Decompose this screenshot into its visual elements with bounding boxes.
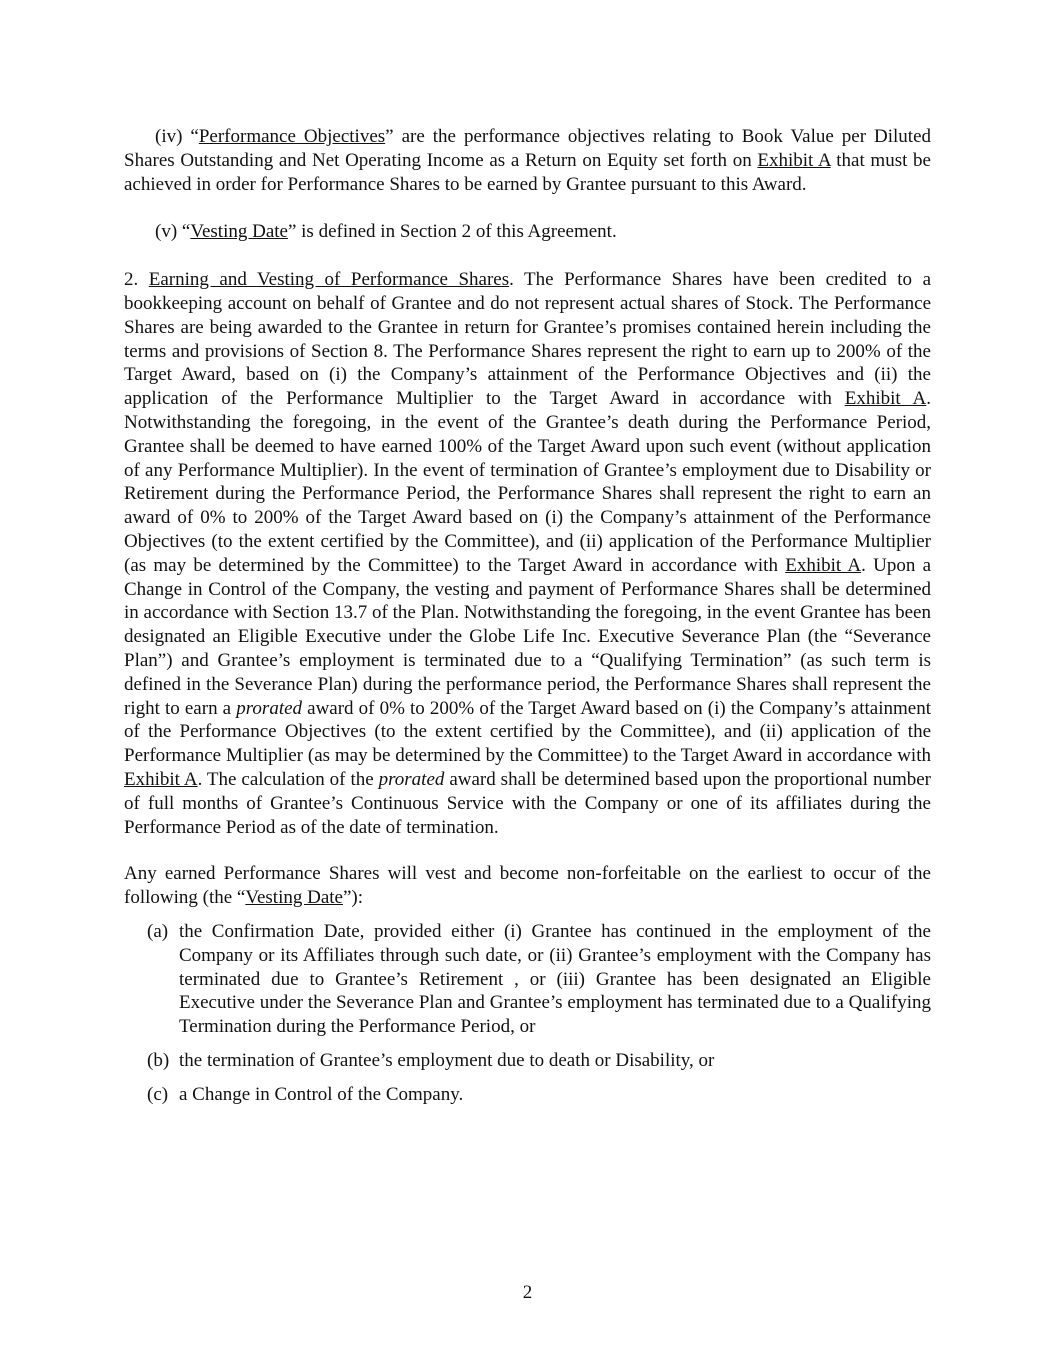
list-item bbox=[124, 920, 931, 1039]
list-item-text: the Confirmation Date, provided either (i) Grantee has continued in the employment of the Company or its Affiliates through such date, or (ii) Grantee’s employment with the Company has terminated due to Grantee’s Retirement , or (iii) Grantee has been designated an Eligible Executive under the Severance Plan and Grantee’s employment has terminated due to a Qualifying Termination during the Performance Period, or bbox=[179, 920, 931, 1038]
page-number: 2 bbox=[522, 1282, 533, 1303]
prorated-emphasis: prorated bbox=[236, 697, 303, 719]
definition-iv-text-2: that must be achieved in order for Performance Shares to be earned by Grantee pursuant to this Award. bbox=[124, 149, 931, 195]
section-2-text-4: award of 0% to 200% of the Target Award based on (i) the Company’s attainment of the Performance Objectives (to the extent certified by the Committee), and (ii) application of the Performance Multiplier (as may be determined by the Committee) to the Target Award in accordance with bbox=[124, 697, 931, 767]
definition-iv-lead: (iv) “ bbox=[155, 126, 199, 147]
definition-iv-paragraph bbox=[124, 125, 931, 196]
vesting-date-term: Vesting Date bbox=[245, 887, 343, 909]
document-body bbox=[124, 125, 931, 1106]
list-item bbox=[124, 1049, 931, 1073]
section-2-text-3: . Upon a Change in Control of the Company, the vesting and payment of Performance Shares shall be determined in accordance with Section 13.7 of the Plan. Notwithstanding the foregoing, in the event Grantee has been designated an Eligible Executive under the Globe Life Inc. Executive Severance Plan (the “Severance Plan”) and Grantee’s employment is terminated due to a “Qualifying Termination” (as such term is defined in the Severance Plan) during the performance period, the Performance Shares shall represent the right to earn a bbox=[124, 554, 932, 719]
section-2-text-5: . The calculation of the bbox=[197, 768, 379, 790]
section-2-paragraph bbox=[124, 268, 931, 839]
list-item-marker: (c) bbox=[147, 1083, 169, 1105]
prorated-emphasis: prorated bbox=[378, 768, 445, 790]
vesting-date-term: Vesting Date bbox=[190, 221, 288, 243]
list-item bbox=[124, 1083, 931, 1107]
section-2-text-2: . Notwithstanding the foregoing, in the event of the Grantee’s death during the Performance Period, Grantee shall be deemed to have earned 100% of the Target Award upon such event (without application of any Performance Multiplier). In the event of termination of Grantee’s employment due to Disability or Retirement during the Performance Period, the Performance Shares shall represent the right to earn an award of 0% to 200% of the Target Award based on (i) the Company’s attainment of the Performance Objectives (to the extent certified by the Committee), and (ii) application of the Performance Multiplier (as may be determined by the Committee) to the Target Award in accordance with bbox=[124, 388, 931, 576]
list-item-text: the termination of Grantee’s employment due to death or Disability, or bbox=[179, 1049, 715, 1071]
vesting-intro-paragraph bbox=[124, 862, 931, 910]
list-item-text: a Change in Control of the Company. bbox=[179, 1083, 464, 1105]
section-2-heading: Earning and Vesting of Performance Shares bbox=[148, 269, 510, 291]
exhibit-a-reference: Exhibit A bbox=[785, 554, 862, 576]
list-item-marker: (a) bbox=[147, 920, 169, 942]
exhibit-a-reference: Exhibit A bbox=[844, 388, 927, 410]
section-2-text-1: . The Performance Shares have been credited to a bookkeeping account on behalf of Grantee and do not represent actual shares of Stock. The Performance Shares are being awarded to the Grantee in return for Grantee’s promises contained herein including the terms and provisions of Section 8. The Performance Shares represent the right to earn up to 200% of the Target Award, based on (i) the Company’s attainment of the Performance Objectives and (ii) the application of the Performance Multiplier to the Target Award in accordance with bbox=[124, 269, 931, 410]
vesting-intro-text-2: ”): bbox=[342, 887, 364, 909]
list-item-marker: (b) bbox=[147, 1049, 170, 1071]
performance-objectives-term: Performance Objectives bbox=[198, 126, 386, 147]
definition-v-text: ” is defined in Section 2 of this Agreement. bbox=[287, 221, 617, 243]
vesting-intro-text-1: Any earned Performance Shares will vest and become non-forfeitable on the earliest to occur of the following (the “ bbox=[124, 863, 931, 909]
section-2-text-6: award shall be determined based upon the proportional number of full months of Grantee’s Continuous Service with the Company or one of its affiliates during the Performance Period as of the date of termination. bbox=[124, 768, 931, 838]
definition-iv-text-1: ” are the performance objectives relating to Book Value per Diluted Shares Outstanding and Net Operating Income as a Return on Equity set forth on bbox=[124, 126, 931, 171]
exhibit-a-reference: Exhibit A bbox=[124, 768, 198, 790]
section-2-number: 2. bbox=[124, 269, 149, 291]
vesting-conditions-list bbox=[124, 920, 931, 1107]
definition-v-paragraph bbox=[124, 220, 931, 244]
exhibit-a-reference: Exhibit A bbox=[757, 149, 831, 171]
definition-v-lead: (v) “ bbox=[155, 221, 191, 243]
